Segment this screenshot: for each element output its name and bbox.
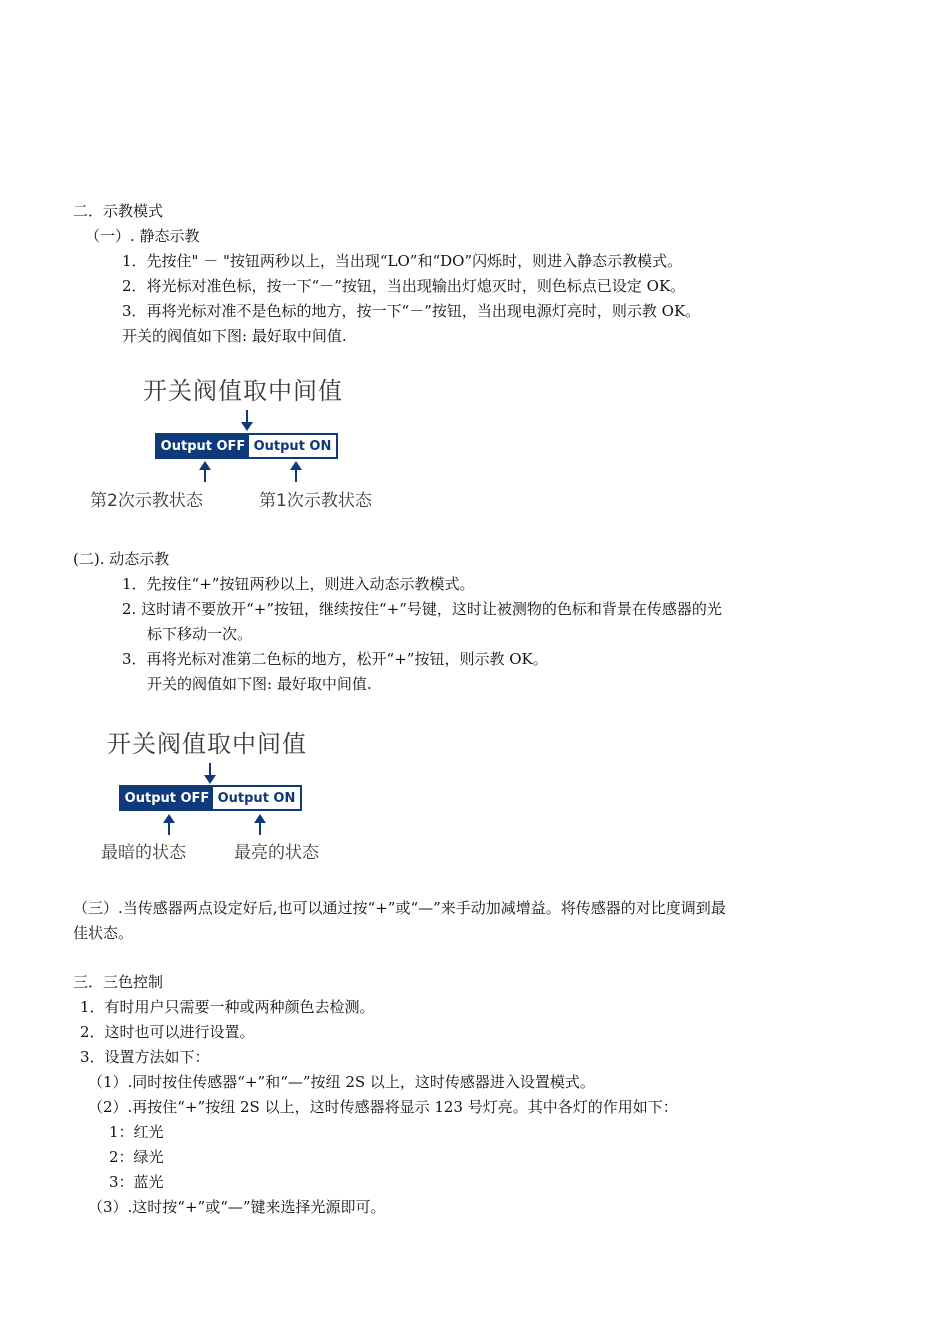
left-caption: 最暗的状态 xyxy=(101,843,186,863)
light-2-green: 2：绿光 xyxy=(109,1148,164,1166)
output-on-segment: Output ON xyxy=(213,787,300,809)
dynamic-threshold-note: 开关的阀值如下图: 最好取中间值. xyxy=(147,675,372,693)
left-arrow-up-icon xyxy=(162,814,176,836)
tricolor-item-1: 1．有时用户只需要一种或两种颜色去检测。 xyxy=(80,998,375,1016)
dynamic-step-2-cont: 标下移动一次。 xyxy=(147,625,253,643)
output-state-bar xyxy=(155,433,338,459)
left-caption: 第2次示教状态 xyxy=(90,491,203,511)
output-off-segment: Output OFF xyxy=(157,435,249,457)
light-1-red: 1：红光 xyxy=(109,1123,164,1141)
output-off-segment: Output OFF xyxy=(121,787,213,809)
dynamic-step-1: 1．先按住“+”按钮两秒以上，则进入动态示教模式。 xyxy=(122,575,475,593)
diagram-title: 开关阀值取中间值 xyxy=(107,730,307,758)
setup-step-1: （1）.同时按住传感器“+”和“—”按纽 2S 以上，这时传感器进入设置模式。 xyxy=(88,1073,595,1091)
gain-adjust-paragraph: （三）.当传感器两点设定好后,也可以通过按“+”或“—”来手动加减增益。将传感器的对比度调到最 xyxy=(73,899,726,917)
gain-adjust-paragraph-cont: 佳状态。 xyxy=(73,924,134,942)
tricolor-item-3: 3．设置方法如下： xyxy=(80,1048,210,1066)
static-step-3: 3．再将光标对准不是色标的地方，按一下“－”按钮，当出现电源灯亮时，则示教 OK。 xyxy=(122,302,701,320)
right-caption: 第1次示教状态 xyxy=(259,491,372,511)
threshold-arrow-down-icon xyxy=(203,763,217,785)
dynamic-step-3: 3．再将光标对准第二色标的地方，松开“+”按钮，则示教 OK。 xyxy=(122,650,548,668)
section-heading-tricolor-control: 三．三色控制 xyxy=(73,973,164,991)
section-heading-teaching-mode: 二．示教模式 xyxy=(73,202,164,220)
threshold-arrow-down-icon xyxy=(240,410,254,432)
setup-step-3: （3）.这时按“+”或“—”键来选择光源即可。 xyxy=(88,1198,386,1216)
right-arrow-up-icon xyxy=(253,814,267,836)
subsection-heading-static-teach: （一）. 静态示教 xyxy=(85,227,200,245)
subsection-heading-dynamic-teach: (二). 动态示教 xyxy=(73,550,170,568)
static-step-1: 1．先按住" － "按钮两秒以上，当出现“LO”和“DO”闪烁时，则进入静态示教模式。 xyxy=(122,252,683,270)
setup-step-2: （2）.再按住“+”按纽 2S 以上，这时传感器将显示 123 号灯亮。其中各灯的作用如下： xyxy=(88,1098,678,1116)
output-on-segment: Output ON xyxy=(249,435,336,457)
dynamic-step-2: 2. 这时请不要放开“+”按钮，继续按住“+”号键，这时让被测物的色标和背景在传感器的光 xyxy=(122,600,722,618)
right-caption: 最亮的状态 xyxy=(234,843,319,863)
static-threshold-note: 开关的阀值如下图: 最好取中间值. xyxy=(122,327,347,345)
diagram-title: 开关阀值取中间值 xyxy=(143,377,343,405)
left-arrow-up-icon xyxy=(198,461,212,483)
static-step-2: 2．将光标对准色标，按一下“－”按钮，当出现输出灯熄灭时，则色标点已设定 OK。 xyxy=(122,277,686,295)
light-3-blue: 3：蓝光 xyxy=(109,1173,164,1191)
output-state-bar xyxy=(119,785,302,811)
right-arrow-up-icon xyxy=(289,461,303,483)
tricolor-item-2: 2．这时也可以进行设置。 xyxy=(80,1023,255,1041)
